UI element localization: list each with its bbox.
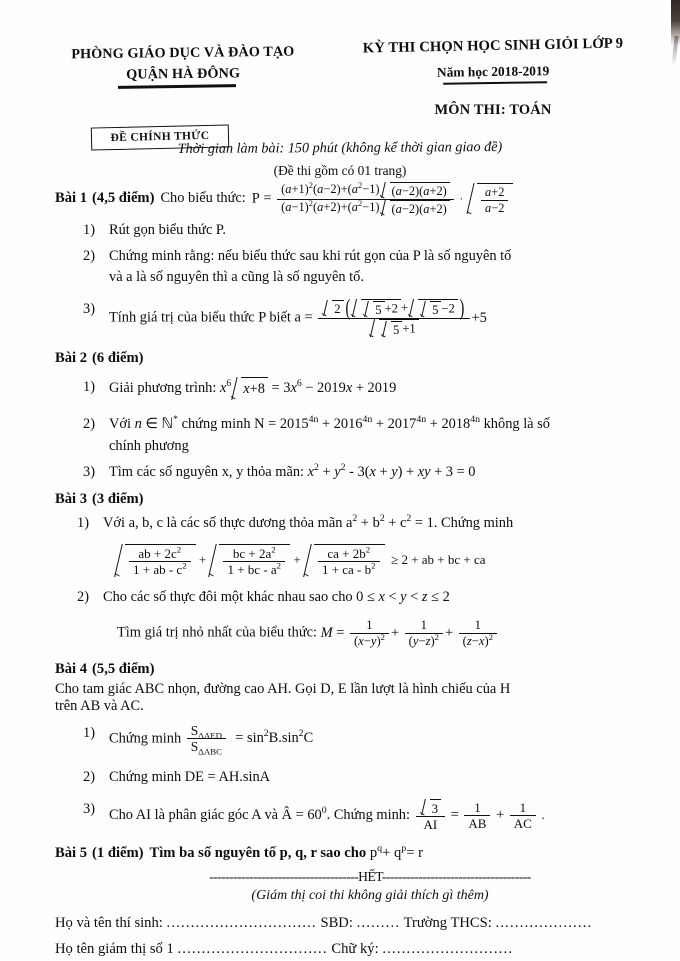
bai-4-item-3-text: Cho AI là phân giác góc A và Â = $60^0$. Chứng minh: [109,805,410,824]
bai-2-item-1-num: 1) [83,378,95,395]
bai-3-item-2-line2 [117,618,655,649]
bai-4-lead-2: trên AB và AC. [55,697,144,714]
department-block [38,41,328,86]
department-line-2: QUẬN HÀ ĐÔNG [126,64,241,83]
bai-4-item-3-formula: $\frac{3}{AI}$ = $\frac{1}{AB}$ + $\frac{1}{AC}$ . [414,807,545,823]
bai-2-item-1-body [109,377,655,401]
bai-3-item-1-body [103,513,655,577]
bai-5-lead: Tìm ba số nguyên tố p, q, r sao cho $p^q+ q^p= r$ [149,842,423,861]
bai-5-heading [55,843,655,865]
bai-1-item-1 [55,220,655,242]
bai-3-item-2-num: 2) [77,589,89,606]
bai-1-points: (4,5 điểm) [92,190,155,207]
bai-1-item-1-num: 1) [83,222,95,239]
bai-4-item-1-formula: $\frac{S_{\Delta AED}}{S_{\Delta ABC}}$ = $\sin^2B.\sin^2C$ [185,730,313,746]
bai-1-item-2 [55,246,655,289]
candidate-name-label: Họ và tên thí sinh: [55,914,163,931]
bai-2-item-1-formula: $x^6$ $x+8 = 3x^6 - 2019x + 2019$ [220,380,396,396]
bai-2-item-2 [55,414,655,457]
bai-1-item-3-formula: $\frac{2 ( 5 +2 + 5 -2 )}{5 +1}$ +5 [316,310,487,326]
bai-1-item-1-text: Rút gọn biểu thức P. [109,222,226,239]
department-underline [118,84,236,88]
bai-1-item-3-body [109,295,655,338]
bai-3-item-1-text: Với a, b, c là các số thực dương thỏa mãn $a^2 + b^2 + c^2 = 1$. Chứng minh [103,513,514,532]
bai-1-heading [55,182,655,216]
proctor-name-label: Họ tên giám thị số 1 [55,940,174,957]
bai-1-item-3-text: Tính giá trị của biểu thức P biết a = [109,309,313,326]
bai-2-points: (6 điểm) [92,349,144,366]
bai-4-item-1-body [109,723,655,756]
sbd-dots: ......... [356,914,401,931]
bai-3-item-2 [55,587,655,648]
exam-title: KỲ THI CHỌN HỌC SINH GIỎI LỚP 9 [362,35,624,57]
bai-4-item-3-num: 3) [83,800,95,817]
bai-2-item-2-text2: chính phương [109,437,189,454]
bai-3-item-1-formula: $\frac{ab + 2c^2}{1 + ab - c^2}$ + $\frac{bc + 2a^2}{1 + bc - a^2}$ + $\frac{ca + 2b^2}{1 + ca - b^2}$ ≥ 2 + ab + bc + ca [115,544,655,578]
exam-info-block [318,35,668,119]
bai-2-heading [55,348,655,370]
sbd-label: SBD: [320,914,353,931]
problem-bai-2 [55,348,655,483]
bai-4-points: (5,5 điểm) [92,660,155,677]
bai-1-formula: P = $\frac{(a+1)^2(a-2)+(a^2-1) (a-2)(a+2)}{(a-1)^2(a+2)+(a^2-1) (a-2)(a+2)}$ · $\frac{a+2}{a-2}$ [252,182,514,216]
bai-1-lead: Cho biểu thức: [160,190,246,207]
signature-label: Chữ ký: [331,940,379,957]
bai-2-item-3-num: 3) [83,463,95,480]
bai-3-item-1 [55,513,655,577]
problem-bai-4 [55,659,655,833]
bai-4-heading [55,659,655,681]
proctor-note: (Giám thị coi thi không giải thích gì thêm) [251,887,489,903]
bai-3-label: Bài 3 [55,491,88,508]
bai-2-item-1 [55,377,655,401]
school-dots: .................... [495,914,593,931]
bai-4-item-1-text: Chứng minh [109,730,182,747]
signature-dots: ........................... [382,940,514,957]
bai-1-item-2-text2: và a là số nguyên thì a cũng là số nguyên tố. [109,269,364,286]
bai-4-label: Bài 4 [55,660,88,677]
bai-5-points: (1 điểm) [92,844,144,861]
bai-4-item-2-num: 2) [83,769,95,786]
bai-4-item-2 [55,767,655,789]
bai-4-item-3 [55,799,655,833]
school-label: Trường THCS: [403,914,492,931]
official-exam-stamp: ĐỀ CHÍNH THỨC [91,124,229,150]
problem-bai-1 [55,182,655,338]
bai-3-points: (3 điểm) [92,491,144,508]
exam-duration: Thời gian làm bài: 150 phút (không kể thời gian giao đề) [177,139,503,157]
bai-1-item-3-num: 3) [83,301,95,318]
department-line-1: PHÒNG GIÁO DỤC VÀ ĐÀO TẠO [71,43,295,63]
bai-2-item-3-text: Tìm các số nguyên x, y thỏa mãn: [109,463,305,480]
bai-5-label: Bài 5 [55,844,88,861]
bai-2-item-3-body [109,462,655,484]
bai-1-item-2-body [109,246,655,289]
bai-4-item-3-body [109,799,655,833]
end-of-exam-divider: -------------------------------------HẾT------------------------------------- [209,868,531,884]
bai-2-item-2-body [109,414,655,457]
school-year: Năm học 2018-2019 [436,63,550,80]
bai-3-item-2-formula: M = $\frac{1}{(x-y)^2}$ + $\frac{1}{(y-z)^2}$ + $\frac{1}{(z-x)^2}$ [321,625,499,641]
bai-2-item-3 [55,462,655,484]
bai-1-item-3 [55,295,655,338]
exam-page-count: (Đề thi gồm có 01 trang) [273,163,407,178]
bai-3-item-2-body [103,587,655,648]
bai-2-label: Bài 2 [55,349,88,366]
bai-4-lead-1: Cho tam giác ABC nhọn, đường cao AH. Gọi D, E lần lượt là hình chiếu của H [55,680,511,697]
bai-3-heading [55,489,655,511]
bai-4-item-1 [55,723,655,756]
candidate-signature-line [55,911,655,935]
proctor-signature-line [55,937,655,961]
problem-bai-5 [55,843,655,865]
problem-bai-3 [55,489,655,648]
bai-4-item-1-num: 1) [83,724,95,741]
bai-2-item-2-num: 2) [83,416,95,433]
bai-1-label: Bài 1 [55,190,88,207]
bai-1-item-2-text: Chứng minh rằng: nếu biểu thức sau khi rút gọn của P là số nguyên tố [109,247,512,264]
bai-1-item-2-num: 2) [83,247,95,264]
bai-2-item-3-formula: $x^2 + y^2 - 3(x + y)$ + xy + 3 = 0 [307,461,476,480]
candidate-name-dots: ............................... [166,914,317,931]
exam-content [55,182,655,961]
proctor-name-dots: ............................... [177,940,328,957]
bai-3-item-1-num: 1) [77,515,89,532]
bai-3-item-2-text: Cho các số thực đôi một khác nhau sao cho 0 ≤ x < y < z ≤ 2 [103,589,450,606]
exam-subject: MÔN THI: TOÁN [434,102,552,118]
bai-2-item-2-text: Với n ∈ ℕ* chứng minh $N = 2015^{4n} + 2016^{4n} + 2017^{4n} + 2018^{4n}$ không là số [109,414,550,433]
bai-2-item-1-text: Giải phương trình: [109,379,217,396]
bai-4-item-2-text: Chứng minh DE = AH.sinA [109,769,271,786]
bai-3-item-2-text2: Tìm giá trị nhỏ nhất của biểu thức: [117,624,318,641]
